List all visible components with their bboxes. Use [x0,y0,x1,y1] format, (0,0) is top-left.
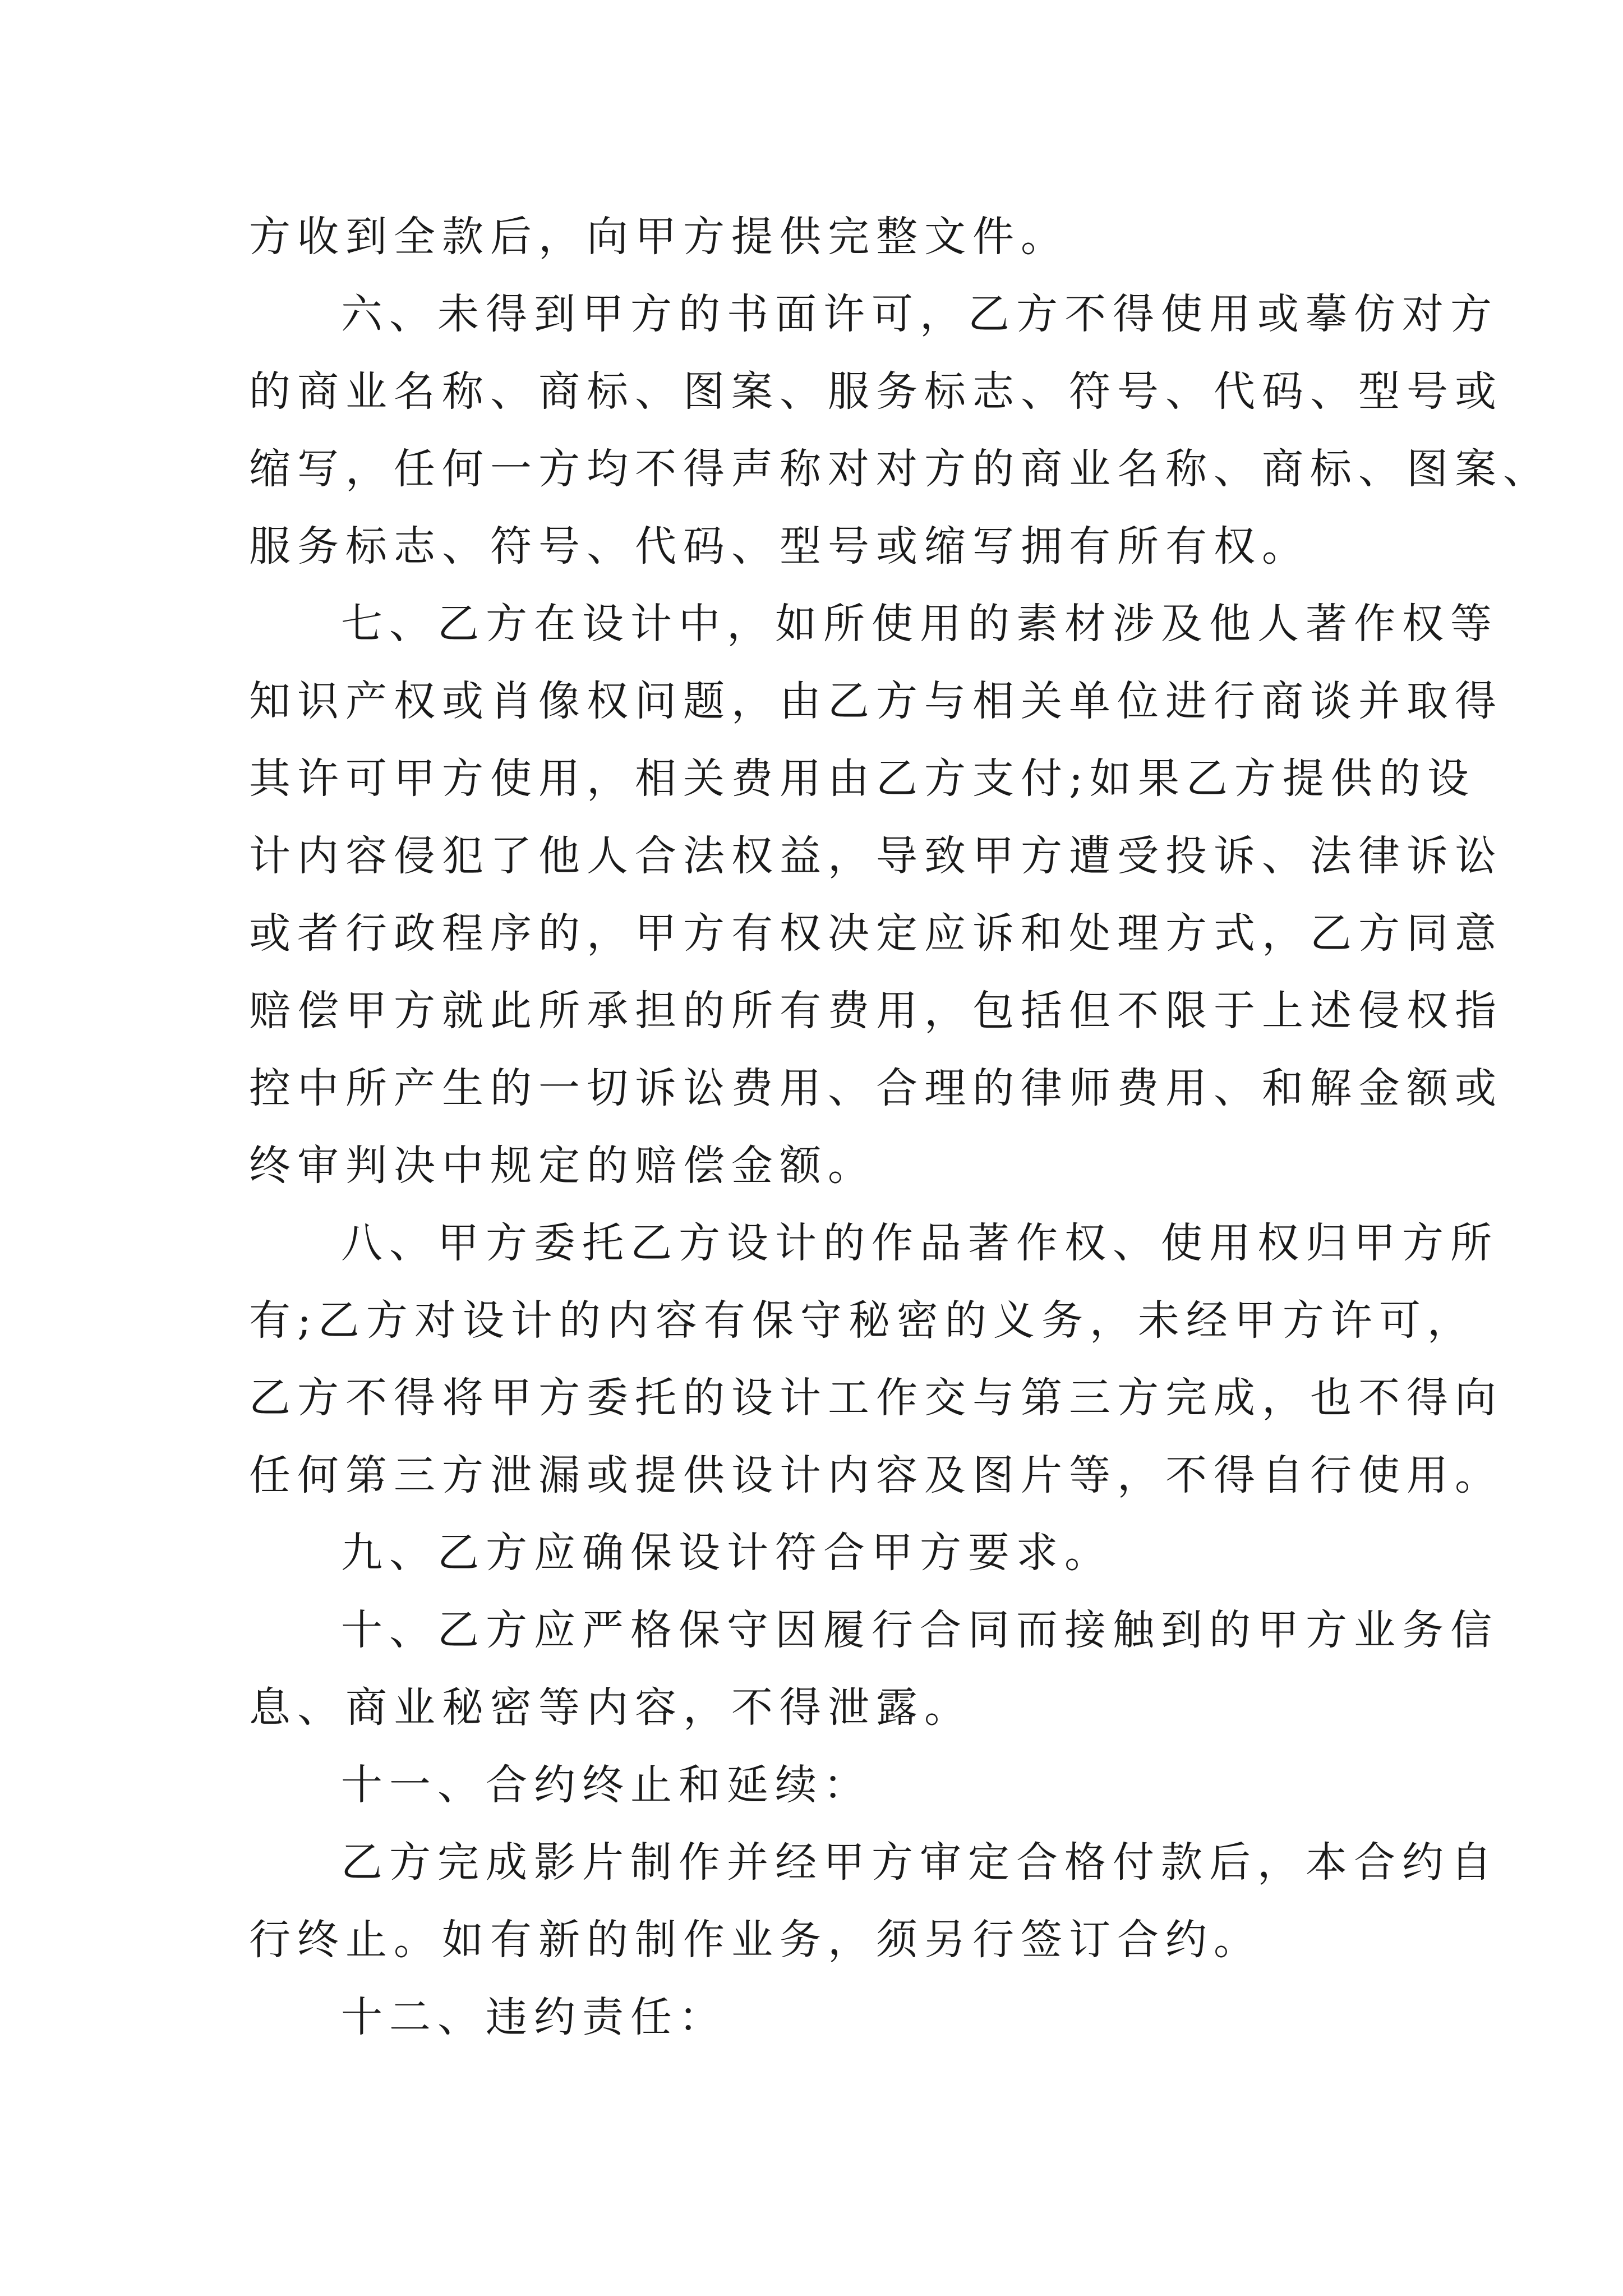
text-line: 缩写，任何一方均不得声称对对方的商业名称、商标、图案、 [249,445,1551,493]
paragraph-6-start: 六、未得到甲方的书面许可，乙方不得使用或摹仿对方 [341,290,1498,338]
paragraph-7-start: 七、乙方在设计中，如所使用的素材涉及他人著作权等 [341,600,1498,648]
text-line: 服务标志、符号、代码、型号或缩写拥有所有权。 [249,522,1310,570]
text-line: 控中所产生的一切诉讼费用、合理的律师费用、和解金额或 [249,1064,1503,1112]
text-line: 其许可甲方使用，相关费用由乙方支付;如果乙方提供的设 [249,754,1476,803]
paragraph-10-start: 十、乙方应严格保守因履行合同而接触到的甲方业务信 [341,1606,1498,1654]
section-12-heading: 十二、违约责任： [341,1993,727,2041]
text-line: 的商业名称、商标、图案、服务标志、符号、代码、型号或 [249,367,1503,416]
text-line: 乙方不得将甲方委托的设计工作交与第三方完成，也不得向 [249,1374,1503,1422]
text-line: 计内容侵犯了他人合法权益，导致甲方遭受投诉、法律诉讼 [249,832,1503,880]
text-line: 息、商业秘密等内容，不得泄露。 [249,1683,972,1732]
paragraph-8-start: 八、甲方委托乙方设计的作品著作权、使用权归甲方所 [341,1219,1498,1267]
text-line: 终审判决中规定的赔偿金额。 [249,1142,876,1190]
text-line: 赔偿甲方就此所承担的所有费用，包括但不限于上述侵权指 [249,987,1503,1035]
paragraph-9: 九、乙方应确保设计符合甲方要求。 [341,1529,1113,1577]
text-line: 或者行政程序的，甲方有权决定应诉和处理方式，乙方同意 [249,909,1503,958]
text-line: 任何第三方泄漏或提供设计内容及图片等，不得自行使用。 [249,1451,1503,1499]
paragraph-11-start: 乙方完成影片制作并经甲方审定合格付款后，本合约自 [341,1838,1498,1887]
text-line: 知识产权或肖像权问题，由乙方与相关单位进行商谈并取得 [249,677,1503,725]
text-line: 行终止。如有新的制作业务，须另行签订合约。 [249,1916,1262,1964]
text-line: 方收到全款后，向甲方提供完整文件。 [249,213,1069,261]
section-11-heading: 十一、合约终止和延续： [341,1761,872,1809]
text-line: 有;乙方对设计的内容有保守秘密的义务，未经甲方许可， [249,1296,1476,1345]
document-body [249,198,1551,2056]
